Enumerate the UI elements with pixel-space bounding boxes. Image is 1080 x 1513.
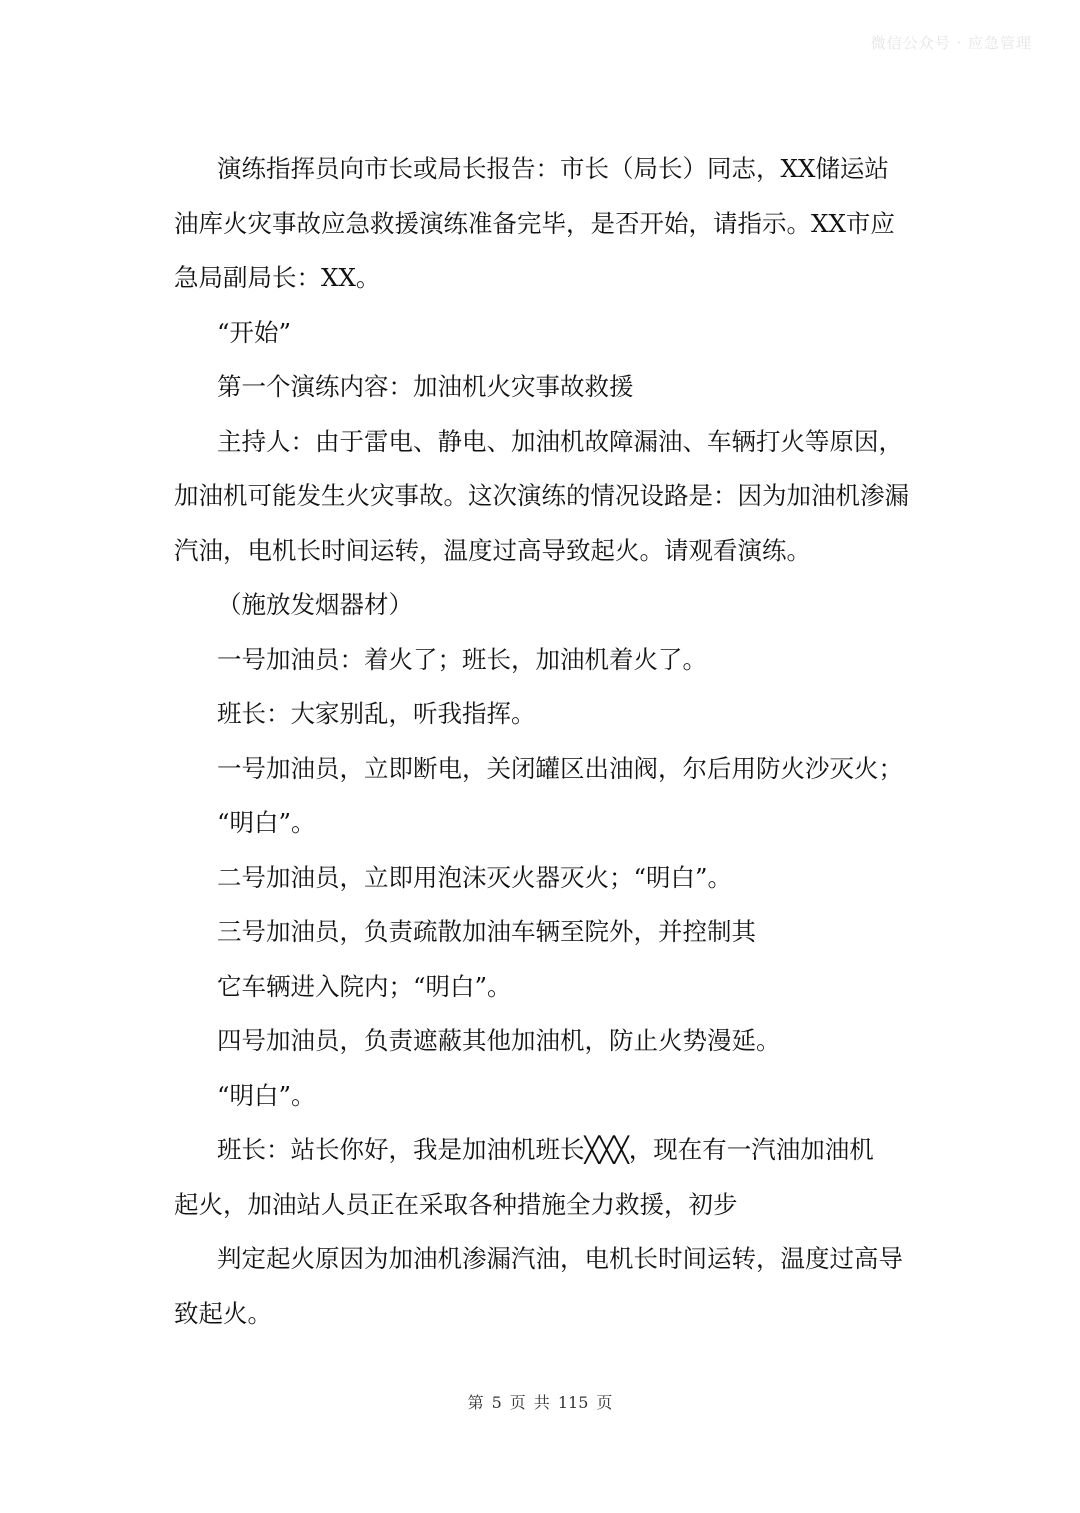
paragraph-line: 起火，加油站人员正在采取各种措施全力救援，初步 bbox=[174, 1189, 738, 1219]
paragraph-line: 判定起火原因为加油机渗漏汽油，电机长时间运转，温度过高导 bbox=[217, 1244, 903, 1273]
paragraph-line: 急局副局长：XX。 bbox=[174, 263, 381, 292]
paragraph-line: 四号加油员，负责遮蔽其他加油机，防止火势漫延。 bbox=[217, 1026, 781, 1055]
paragraph-line: 主持人：由于雷电、静电、加油机故障漏油、车辆打火等原因， bbox=[217, 426, 903, 456]
footer-suffix: 页 bbox=[596, 1393, 613, 1412]
paragraph-line: 一号加油员：着火了；班长，加油机着火了。 bbox=[217, 644, 707, 674]
paragraph-line: 三号加油员，负责疏散加油车辆至院外，并控制其 bbox=[217, 917, 756, 946]
paragraph-line: 演练指挥员向市长或局长报告：市长（局长）同志，XX储运站 bbox=[217, 154, 889, 183]
paragraph-line: “开始” bbox=[217, 317, 292, 347]
paragraph-line: 它车辆进入院内；“明白”。 bbox=[217, 971, 512, 1001]
paragraph-line: 二号加油员，立即用泡沫灭火器灭火；“明白”。 bbox=[217, 862, 733, 892]
footer-total-label: 共 bbox=[533, 1393, 550, 1412]
current-page-number: 5 bbox=[491, 1393, 502, 1412]
document-body bbox=[174, 142, 914, 1341]
paragraph-line: 汽油，电机长时间运转，温度过高导致起火。请观看演练。 bbox=[174, 535, 811, 565]
page-footer bbox=[0, 1390, 1080, 1413]
paragraph-line: （施放发烟器材） bbox=[217, 590, 413, 619]
paragraph-line: 第一个演练内容：加油机火灾事故救援 bbox=[217, 372, 634, 401]
paragraph-line: 加油机可能发生火灾事故。这次演练的情况设路是：因为加油机渗漏 bbox=[174, 481, 909, 510]
total-page-count: 115 bbox=[557, 1393, 589, 1412]
paragraph-line: 班长：站长你好，我是加油机班长╳╳╳，现在有一汽油加油机 bbox=[217, 1135, 874, 1164]
paragraph-line: “明白”。 bbox=[217, 808, 316, 837]
paragraph-line: “明白”。 bbox=[217, 1080, 316, 1110]
paragraph-line: 一号加油员，立即断电，关闭罐区出油阀，尔后用防火沙灭火； bbox=[217, 753, 903, 783]
paragraph-line: 班长：大家别乱，听我指挥。 bbox=[217, 699, 536, 728]
paragraph-line: 致起火。 bbox=[174, 1298, 272, 1328]
footer-page-label: 页 bbox=[509, 1393, 526, 1412]
paragraph-line: 油库火灾事故应急救援演练准备完毕，是否开始，请指示。XX市应 bbox=[174, 208, 895, 238]
watermark: 微信公众号 · 应急管理 bbox=[870, 34, 1032, 52]
footer-prefix: 第 bbox=[467, 1393, 484, 1412]
